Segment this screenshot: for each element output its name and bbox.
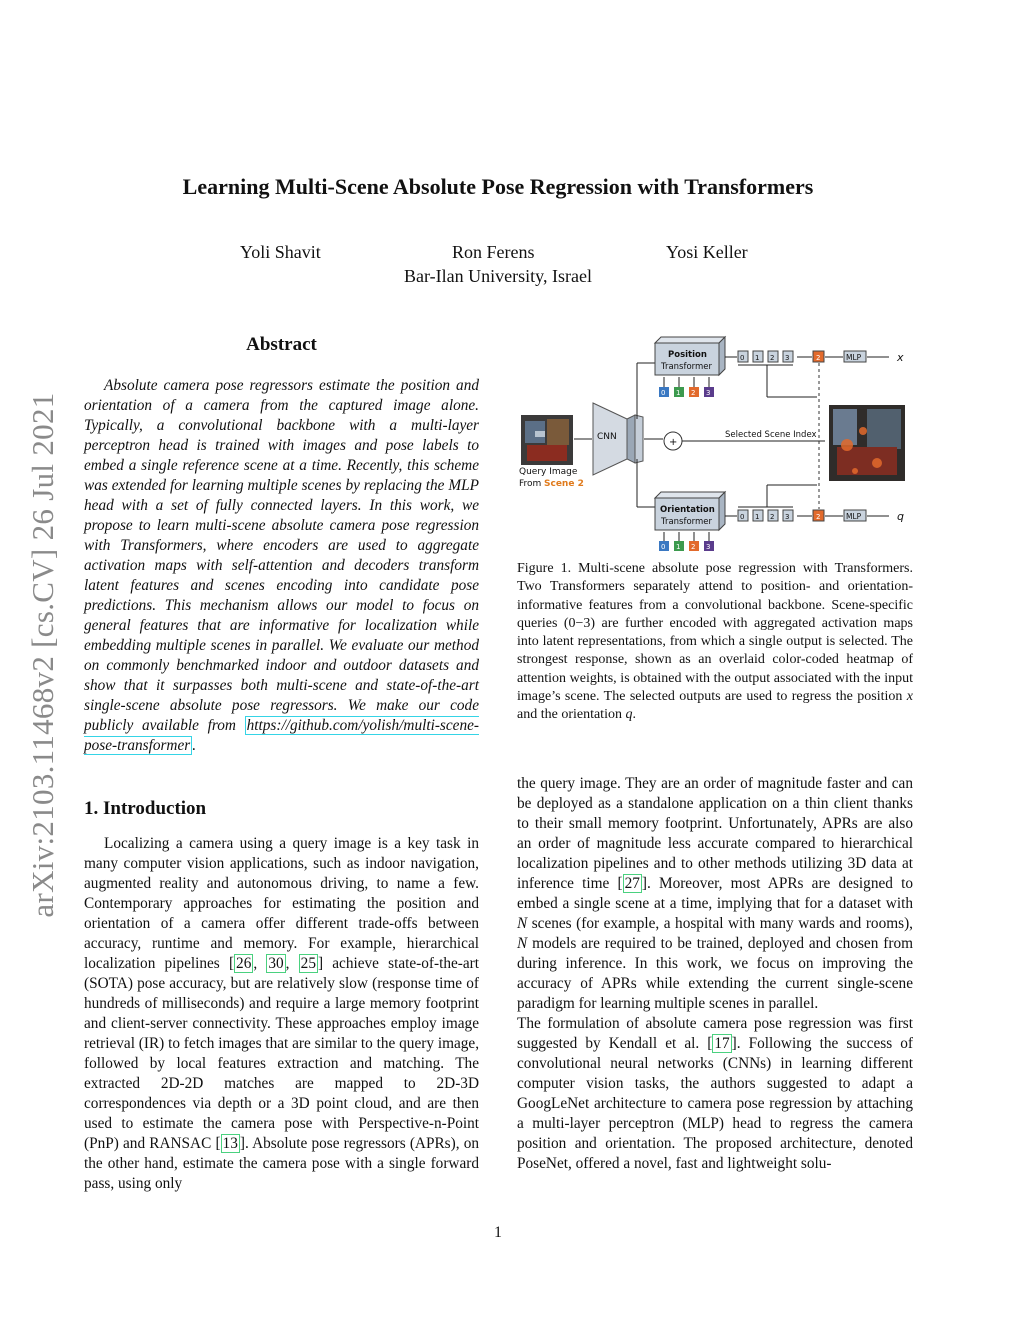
affiliation: Bar-Ilan University, Israel	[404, 266, 592, 286]
arxiv-id: arXiv:2103.11468v2 [cs.CV] 26 Jul 2021	[25, 392, 60, 918]
figure-caption: Figure 1. Multi-scene absolute pose regression with Transformers. Two Transformers separately attend to position- and orientation-informative features from a convolutional backbone. Scene-specific queries (0−3) are further encoded with aggregated activation maps into latent representations, from which a single output is selected. The strongest response, shown as an overlaid color-coded heatmap of attention weights, is obtained with the output associated with the input image’s scene. The selected outputs are used to regress the position x and the orientation q.	[517, 561, 913, 723]
selected-index-label: Selected Scene Index	[725, 430, 817, 440]
svg-text:2: 2	[816, 354, 821, 362]
svg-text:1: 1	[676, 543, 681, 551]
svg-text:Orientation: Orientation	[660, 505, 715, 515]
svg-text:0: 0	[740, 354, 745, 362]
output-x: x	[897, 351, 904, 364]
svg-text:2: 2	[770, 354, 775, 362]
svg-text:3: 3	[706, 543, 711, 551]
svg-text:2: 2	[691, 389, 696, 397]
paper-title: Learning Multi-Scene Absolute Pose Regression with Transformers	[182, 174, 814, 199]
svg-text:1: 1	[755, 354, 760, 362]
query-label-1: Query Image	[519, 467, 578, 477]
citation-30[interactable]: 30	[268, 955, 284, 972]
attention-heatmap-image	[829, 405, 905, 481]
query-scene-label: Scene 2	[544, 479, 584, 489]
orientation-outputs	[738, 510, 793, 521]
citation-17[interactable]: 17	[714, 1035, 730, 1052]
figure-1	[517, 335, 913, 555]
position-outputs	[738, 351, 793, 362]
orientation-queries	[659, 541, 714, 551]
abstract-heading: Abstract	[246, 334, 317, 355]
svg-text:0: 0	[661, 543, 666, 551]
cnn-label: CNN	[597, 432, 617, 442]
query-label-2: From	[519, 479, 542, 489]
svg-text:2: 2	[816, 513, 821, 521]
svg-text:1: 1	[755, 513, 760, 521]
orientation-transformer	[655, 492, 725, 530]
citation-26[interactable]: 26	[236, 955, 252, 972]
position-transformer	[655, 337, 725, 375]
svg-text:0: 0	[661, 389, 666, 397]
citation-13[interactable]: 13	[222, 1135, 238, 1152]
svg-text:3: 3	[706, 389, 711, 397]
query-image	[521, 415, 573, 465]
position-queries	[659, 387, 714, 397]
code-link[interactable]: https://github.com/yolish/multi-scene-pose-transformer	[84, 717, 479, 754]
intro-right-column: the query image. They are an order of magnitude faster and can be deployed as a standalone application on a thin client thanks to their small memory footprint. Unfortunately, APRs are also an order of magnitude less accurate compared to hierarchical localization pipelines and to other methods utilizing 3D data at inference time [ 27 ]. Moreover, most APRs are designed to embed a single scene at a time, implying that for a dataset with N scenes (for example, a hospital with many wards and rooms), N models are required to be trained, deployed and chosen from during inference. In this work, we focus on improving the accuracy of APRs while extending the current single-scene paradigm for learning multiple scenes in parallel. The formulation of absolute camera pose regression was first suggested by Kendall et al. [ 17 ]. Following the success of convolutional neural networks (CNNs) in learning different computer vision tasks, the authors suggested to adapt a GoogLeNet architecture to camera pose regression by attaching a multi-layer perceptron (MLP) head to regress the camera position and orientation. The proposed architecture, denoted PoseNet, offered a novel, fast and lightweight solu-	[517, 775, 914, 1172]
output-q: q	[897, 510, 904, 523]
intro-left-column: Localizing a camera using a query image is a key task in many computer vision applications, such as indoor navigation, augmented reality and autonomous driving, to name a few. Contemporary approaches for estimating the position and orientation of a camera offer different trade-offs between accuracy, runtime and memory. For example, hierarchical localization pipelines [ 26 , 30 , 25 ] achieve state-of-the-art (SOTA) pose accuracy, but are relatively slow (response time of hundreds of milliseconds) and require a large memory footprint and client-server connectivity. These approaches employ image retrieval (IR) to fetch images that are similar to the query image, followed by local features extraction and matching. The extracted 2D-2D matches are mapped to 2D-3D correspondences via depth or a 3D point cloud, and are then used to estimate the camera pose with Perspective-n-Point (PnP) and RANSAC [ 13 ]. Absolute pose regressors (APRs), on the other hand, estimate the camera pose with a single forward pass, using only	[84, 835, 480, 1192]
page-number: 1	[494, 1224, 502, 1241]
svg-text:3: 3	[785, 513, 790, 521]
author-3: Yosi Keller	[666, 242, 748, 262]
author-2: Ron Ferens	[452, 242, 535, 262]
svg-text:2: 2	[770, 513, 775, 521]
svg-text:Transformer: Transformer	[661, 362, 713, 372]
abstract-text: Absolute camera pose regressors estimate the position and orientation of a camera from the captured image alone. Typically, a convolutional backbone with a multi-layer perceptron head is trained with images and pose labels to embed a single reference scene at a time. Recently, this scheme was extended for learning multiple scenes by replacing the MLP head with a set of fully connected layers. In this work, we propose to learn multi-scene absolute camera pose regression with Transformers, where encoders are used to aggregate activation maps with self-attention and decoders transform latent features and scenes encoding into candidate pose predictions. This mechanism allows our model to focus on general features that are informative for localization while embedding multiple scenes in parallel. We evaluate our method on commonly benchmarked indoor and outdoor datasets and show that it surpasses both multi-scene and state-of-the-art single-scene absolute pose regressors. We make our code publicly available from https://github.com/yolish/multi-scene-pose-transformer .	[84, 377, 479, 754]
citation-25[interactable]: 25	[300, 955, 316, 972]
svg-text:2: 2	[691, 543, 696, 551]
svg-text:MLP: MLP	[846, 512, 862, 521]
svg-text:3: 3	[785, 354, 790, 362]
section-heading-introduction: 1. Introduction	[84, 798, 207, 819]
citation-27[interactable]: 27	[624, 875, 640, 892]
svg-text:0: 0	[740, 513, 745, 521]
svg-text:Transformer: Transformer	[661, 517, 713, 527]
svg-text:Position: Position	[668, 350, 707, 360]
svg-text:MLP: MLP	[846, 353, 862, 362]
svg-text:+: +	[669, 437, 678, 448]
author-1: Yoli Shavit	[240, 242, 321, 262]
arxiv-sidebar	[14, 365, 72, 945]
svg-text:1: 1	[676, 389, 681, 397]
